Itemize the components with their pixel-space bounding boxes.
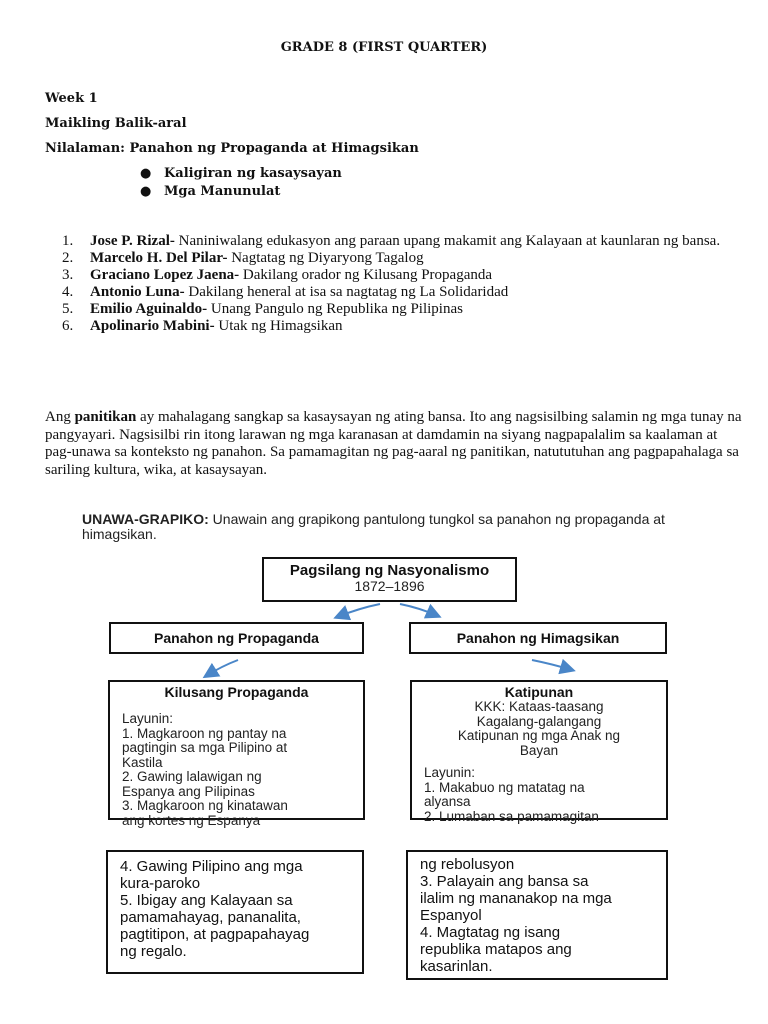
- propaganda-goal: 5. Ibigay ang Kalayaan sa: [120, 892, 293, 909]
- writer-description: Dakilang orador ng Kilusang Propaganda: [239, 267, 493, 283]
- intro-paragraph: [45, 409, 745, 479]
- writer-number: 6.: [62, 318, 74, 334]
- katipunan-goal: alyansa: [424, 794, 471, 809]
- writer-number: 2.: [62, 250, 74, 266]
- nationalism-box: [262, 557, 517, 602]
- topic-label: Mga Manunulat: [164, 184, 281, 199]
- katipunan-goal: 3. Palayain ang bansa sa: [420, 873, 589, 890]
- writer-item: [62, 250, 752, 267]
- katipunan-goal: kasarinlan.: [420, 958, 493, 975]
- propaganda-period-box: [109, 622, 364, 654]
- writer-number: 3.: [62, 267, 74, 283]
- writer-description: Naniniwalang edukasyon ang paraan upang makamit ang Kalayaan at kaunlaran ng bansa.: [174, 233, 721, 249]
- propaganda-goal: ng regalo.: [120, 943, 187, 960]
- propaganda-goal: Layunin:: [122, 711, 174, 726]
- propaganda-goal: 1. Magkaroon ng pantay na: [122, 725, 287, 741]
- writer-name: Jose P. Rizal-: [90, 233, 175, 249]
- katipunan-goal: 4. Magtatag ng isang: [420, 924, 561, 941]
- propaganda-goal: ang kortes ng Espanya: [122, 812, 261, 828]
- katipunan-goal: Espanyol: [420, 907, 482, 924]
- katipunan-goal: Layunin:: [424, 765, 476, 780]
- writer-number: 1.: [62, 233, 74, 249]
- katipunan-goal: republika matapos ang: [420, 941, 572, 958]
- revolution-period-box: [409, 622, 667, 654]
- propaganda-goal: 3. Magkaroon ng kinatawan: [122, 798, 288, 813]
- katipunan-name-line: Katipunan ng mga Anak ng: [457, 728, 621, 743]
- writer-description: Dakilang heneral at isa sa nagtatag ng La Solidaridad: [184, 284, 509, 300]
- topic-item: [140, 165, 342, 183]
- bullet-icon: ●: [140, 184, 152, 199]
- topic-item: [140, 183, 342, 201]
- propaganda-goal: 4. Gawing Pilipino ang mga: [120, 858, 303, 875]
- page-title: GRADE 8 (FIRST QUARTER): [280, 40, 488, 55]
- writer-description: Unang Pangulo ng Republika ng Pilipinas: [207, 301, 463, 317]
- propaganda-movement-box: [108, 680, 365, 828]
- propaganda-goal: pagtingin sa mga Pilipino at: [122, 740, 288, 755]
- katipunan-name-line: Kagalang-galangang: [476, 713, 602, 729]
- propaganda-period-title: Panahon ng Propaganda: [154, 630, 319, 646]
- katipunan-continuation-box: [406, 850, 668, 980]
- content-heading: Nilalaman: Panahon ng Propaganda at Himagsikan: [45, 141, 419, 156]
- intro-text: ay mahalagang sangkap sa kasaysayan ng ating bansa. Ito ang nagsisilbing salamin ng mga tunay na pangyayari. Nagsisilbi rin itong larawan ng mga karanasan at damdamin na siyang nagpapalalim sa kaalaman at pag-unawa sa konteksto ng panahon. Sa pamamagitan ng pag-aaral ng panitikan, natututuhan ang pagpapahalaga sa sariling kultura, wika, at kasaysayan.: [45, 409, 742, 478]
- writer-name: Emilio Aguinaldo-: [90, 301, 208, 317]
- graphic-text: Unawain ang grapikong pantulong tungkol sa panahon ng propaganda at himagsikan.: [82, 511, 665, 542]
- writers-list: [62, 233, 752, 335]
- writer-item: [62, 284, 752, 301]
- writer-description: Utak ng Himagsikan: [214, 318, 343, 334]
- nationalism-title: Pagsilang ng Nasyonalismo: [289, 562, 490, 579]
- katipunan-name-line: Bayan: [519, 742, 559, 758]
- writer-item: [62, 301, 752, 318]
- writer-number: 5.: [62, 301, 74, 317]
- propaganda-goal: Kastila: [122, 754, 163, 770]
- propaganda-goal: pamamahayag, pananalita,: [120, 909, 301, 926]
- katipunan-goal: ilalim ng mananakop na mga: [420, 890, 612, 907]
- writer-item: [62, 267, 752, 284]
- week-heading: Week 1: [45, 91, 98, 106]
- writer-description: Nagtatag ng Diyaryong Tagalog: [227, 250, 424, 266]
- graphic-instruction: [82, 512, 722, 542]
- bullet-icon: ●: [140, 166, 152, 181]
- katipunan-goal: ng rebolusyon: [420, 856, 515, 873]
- katipunan-title: Katipunan: [504, 684, 574, 700]
- review-heading: Maikling Balik-aral: [45, 116, 187, 131]
- propaganda-goal: pagtitipon, at pagpapahayag: [120, 926, 310, 943]
- katipunan-goal: 1. Makabuo ng matatag na: [424, 779, 585, 795]
- writer-number: 4.: [62, 284, 74, 300]
- topic-label: Kaligiran ng kasaysayan: [164, 166, 342, 181]
- intro-keyword: panitikan: [74, 409, 137, 425]
- arrow-to-propaganda: [337, 604, 380, 617]
- propaganda-goal: kura-paroko: [120, 875, 201, 892]
- arrow-to-kilusan: [206, 660, 238, 676]
- writer-item: [62, 318, 752, 335]
- writer-name: Apolinario Mabini-: [90, 318, 215, 334]
- katipunan-box: [410, 680, 668, 824]
- topic-list: [140, 165, 342, 201]
- propaganda-movement-title: Kilusang Propaganda: [164, 684, 309, 700]
- propaganda-goal: Espanya ang Pilipinas: [122, 783, 255, 799]
- propaganda-goal: 2. Gawing lalawigan ng: [122, 769, 262, 784]
- writer-name: Antonio Luna-: [90, 284, 185, 300]
- arrow-to-revolution: [400, 604, 438, 616]
- writer-name: Marcelo H. Del Pilar-: [90, 250, 228, 266]
- writer-item: [62, 233, 752, 250]
- nationalism-years: 1872–1896: [354, 578, 425, 594]
- writer-name: Graciano Lopez Jaena-: [90, 267, 240, 283]
- intro-text: Ang: [45, 409, 75, 425]
- revolution-period-title: Panahon ng Himagsikan: [456, 630, 620, 646]
- propaganda-continuation-box: [106, 850, 364, 974]
- graphic-label: UNAWA-GRAPIKO:: [82, 511, 209, 527]
- katipunan-goal: 2. Lumaban sa pamamagitan: [424, 808, 599, 824]
- arrow-to-katipunan: [532, 660, 572, 670]
- katipunan-name-line: KKK: Kataas-taasang: [474, 699, 604, 714]
